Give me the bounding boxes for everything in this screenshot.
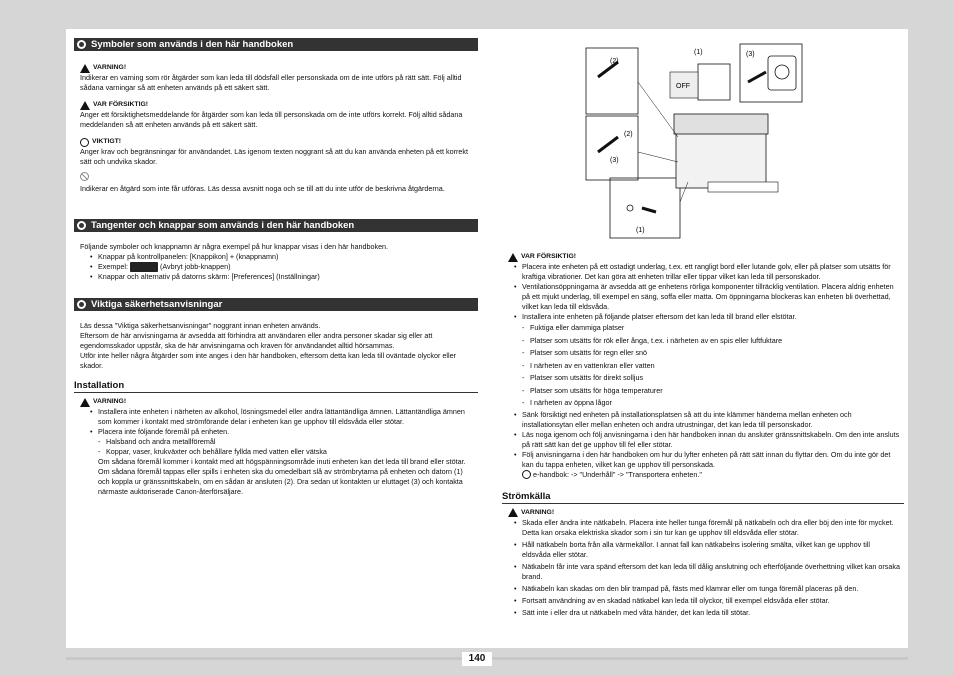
- stop-key-icon: [130, 262, 158, 272]
- list-item: • Placera inte enheten på ett ostadigt underlag, t.ex. ett rangligt bord eller lutande golv, eller på platser som utsätts för kraftiga vibrationer. Det kan göra att enheten trillar eller tippar vilket kan leda till personskador.: [514, 262, 900, 282]
- power-plug: [748, 72, 766, 82]
- section-title-keys: [74, 219, 478, 232]
- list-item: • Installera inte enheten i närheten av alkohol, lösningsmedel eller andra lättantändliga ämnen. Lättantändliga ämnen som kommer i kontakt med strömförande delar i enheten kan ge upphov till eldsvåda eller stötar.: [90, 407, 474, 427]
- e-manual-reference: [522, 470, 900, 480]
- list-item: • Skada eller ändra inte nätkabeln. Placera inte heller tunga föremål på nätkabeln och dra eller böj den inte för mycket. Detta kan orsaka elektriska skador som i sin tur kan ge upphov till eldsvåda eller stötar.: [514, 518, 900, 538]
- callout-1b: (1): [636, 227, 645, 234]
- list-item: - I närheten av öppna lågor: [522, 397, 900, 410]
- computer-box: [698, 64, 730, 100]
- important-label-text: VIKTIGT!: [92, 138, 122, 145]
- power-warning-label: [508, 508, 900, 518]
- list-item: - Platser som utsätts för direkt solljus: [522, 372, 900, 385]
- prohibited-icon: [80, 172, 89, 181]
- right-column: [502, 252, 900, 618]
- list-item: • Knappar på kontrollpanelen: [Knappikon] + (knappnamn): [90, 252, 474, 262]
- caution-label: [508, 252, 900, 262]
- caution-text: Anger ett försiktighetsmeddelande för åtgärder som kan leda till personskada om de inte utförs korrekt. Följ alltid sådana meddelanden så att enheten används på ett säkert sätt.: [80, 110, 463, 129]
- important-text: Anger krav och begränsningar för användandet. Läs igenom texten noggrant så att du kan använda enheten på ett korrekt sätt och undvika skador.: [80, 147, 468, 166]
- list-item: • Sätt inte i eller dra ut nätkabeln med våta händer, det kan leda till stötar.: [514, 608, 900, 618]
- printer-lid: [674, 114, 768, 134]
- power-switch: [627, 205, 633, 211]
- keys-list: [90, 252, 474, 282]
- power-source-heading: Strömkälla: [502, 492, 904, 504]
- caution-triangle-icon: [80, 101, 90, 110]
- section-bullet-icon: [77, 40, 86, 49]
- caution-label-text: VAR FÖRSIKTIG!: [521, 253, 577, 260]
- example-text: (Avbryt jobb-knappen): [159, 262, 231, 271]
- install-paragraph: Om sådana föremål kommer i kontakt med att högspänningsområde inuti enheten kan det leda till brand eller stötar. Om sådana föremål tappas eller spills i enheten ska du omedelbart slå av strömbrytarna på enheten och datorn (1) och koppla ur gränssnittskabeln, om en sådan är ansluten (2). Dra sedan ut kontakten ur eluttaget (3) och kontakta närmaste auktoriserade Canon-återförsäljare.: [98, 457, 466, 497]
- list-item: • Sänk försiktigt ned enheten på installationsplatsen så att du inte klämmer händerna mellan enheten och installationsytan eller mellan enheten och andra utrustningar, det kan leda till personskador.: [514, 410, 900, 430]
- example-row: [90, 262, 474, 272]
- caution-list-2: [514, 410, 900, 470]
- output-tray: [708, 182, 778, 192]
- section-bullet-icon: [77, 300, 86, 309]
- list-item: - I närheten av en vattenkran eller vatten: [522, 360, 900, 373]
- list-item: • Fortsatt användning av en skadad nätkabel kan leda till olyckor, till exempel eldsvåda eller stötar.: [514, 596, 900, 606]
- install-list: [90, 407, 474, 437]
- caution-label: [80, 100, 474, 110]
- list-item: • Nätkabeln kan skadas om den blir trampad på, fästs med klamrar eller om tunga föremål placeras på den.: [514, 584, 900, 594]
- install-warning-label: [80, 397, 474, 407]
- section-title-symbols: [74, 38, 478, 51]
- warning-label-text: VARNING!: [93, 64, 127, 71]
- warning-triangle-icon: [508, 508, 518, 517]
- safety-p3: Utför inte heller några åtgärder som inte anges i den här handboken, eftersom detta kan leda till oväntade olyckor eller skador.: [80, 351, 456, 371]
- section-bullet-icon: [77, 221, 86, 230]
- important-label: [80, 137, 474, 147]
- callout-3b: (3): [610, 157, 619, 164]
- warning-triangle-icon: [80, 398, 90, 407]
- mandatory-circle-icon: [80, 138, 89, 147]
- list-item: - Halsband och andra metallföremål: [98, 437, 474, 447]
- caution-label-text: VAR FÖRSIKTIG!: [93, 101, 149, 108]
- installation-diagram: [578, 42, 838, 242]
- page-number: 140: [462, 652, 492, 666]
- power-list: [514, 518, 900, 618]
- callout-1: (1): [694, 49, 703, 56]
- callout-2: (2): [610, 58, 619, 65]
- list-item: • Installera inte enheten på följande platser eftersom det kan leda till brand eller elstötar.: [514, 312, 900, 322]
- warning-triangle-icon: [80, 64, 90, 73]
- switch-arrow: [642, 208, 656, 212]
- warning-label-text: VARNING!: [521, 508, 555, 516]
- left-column: [74, 38, 474, 497]
- wall-outlet: [768, 56, 796, 90]
- section-title-text: Tangenter och knappar som används i den här handboken: [91, 220, 355, 231]
- callout-2b: (2): [624, 131, 633, 138]
- interface-inset-bottom: [586, 116, 638, 180]
- callout-3: (3): [746, 51, 755, 58]
- list-item: - Platser som utsätts för regn eller snö: [522, 347, 900, 360]
- e-manual-text: e-handbok: -> "Underhåll" -> "Transportera enheten.": [533, 469, 702, 479]
- installation-heading: Installation: [74, 381, 478, 393]
- off-text: OFF: [676, 83, 690, 90]
- list-item: • Placera inte följande föremål på enheten.: [90, 427, 474, 437]
- list-item: • Håll nätkabeln borta från alla värmekällor. I annat fall kan nätkabelns isolering smälta, vilket kan ge upphov till eldsvåda eller stötar.: [514, 540, 900, 560]
- safety-p1: Läs dessa "Viktiga säkerhetsanvisningar" noggrant innan enheten används.: [80, 321, 321, 331]
- list-item: • Ventilationsöppningarna är avsedda att ge enhetens rörliga komponenter tillräcklig ventilation. Placera aldrig enheten på ett mjukt underlag, till exempel en säng, soffa eller matta. Om öppningarna blockeras kan enheten bli överhettad, vilket kan leda till eldsvåda.: [514, 282, 900, 312]
- keys-intro: Följande symboler och knappnamn är några exempel på hur knappar visas i den här handboken.: [80, 242, 389, 251]
- section-title-safety: [74, 298, 478, 311]
- caution-list: [514, 262, 900, 322]
- example-label: Exempel:: [98, 262, 128, 271]
- usb-plug-bottom: [598, 137, 618, 152]
- warning-text: Indikerar en varning som rör åtgärder som kan leda till dödsfall eller personskada om de inte utförs på rätt sätt. Följ alltid sådana varningar så att enheten används på ett säkert sätt.: [80, 73, 462, 92]
- list-item: - Koppar, vaser, krukväxter och behållare fyllda med vatten eller vätska: [98, 447, 474, 457]
- list-item: • Följ anvisningarna i den här handboken om hur du lyfter enheten på rätt sätt innan du flyttar den. Om du inte gör det kan du tappa enheten, vilket kan ge upphov till personskada.: [514, 450, 900, 470]
- install-sub-list: [98, 437, 474, 457]
- list-item: • Nätkabeln får inte vara spänd eftersom det kan leda till dålig anslutning och efterföljande överhettning vilket kan orsaka brand.: [514, 562, 900, 582]
- caution-triangle-icon: [508, 253, 518, 262]
- safety-p2: Eftersom de här anvisningarna är avsedda att förhindra att användaren eller andra personer skadar sig eller att egendomsskador uppstår, ska de här anvisningarna och kraven för användandet alltid hörsammas.: [80, 331, 433, 351]
- prohibited-text: Indikerar en åtgärd som inte får utföras. Läs dessa avsnitt noga och se till att du inte utför de beskrivna åtgärderna.: [80, 184, 445, 193]
- list-item: - Platser som utsätts för rök eller ånga, t.ex. i närheten av en spis eller luftfuktare: [522, 335, 900, 348]
- list-item: • Knappar och alternativ på datorns skärm: [Preferences] (Inställningar): [90, 272, 474, 282]
- list-item: - Platser som utsätts för höga temperaturer: [522, 385, 900, 398]
- section-title-text: Viktiga säkerhetsanvisningar: [91, 299, 223, 311]
- section-title-text: Symboler som används i den här handboken: [91, 39, 294, 50]
- location-sub-list: [522, 322, 900, 410]
- list-item: - Fuktiga eller dammiga platser: [522, 322, 900, 335]
- printer-body: [676, 132, 766, 188]
- e-manual-icon: [522, 470, 531, 479]
- list-item: • Läs noga igenom och följ anvisningarna i den här handboken innan du ansluter gränssnittskabeln. Om den inte ansluts på rätt sätt kan det ge upphov till fel eller stötar.: [514, 430, 900, 450]
- warning-label: [80, 63, 474, 73]
- warning-label-text: VARNING!: [93, 398, 127, 406]
